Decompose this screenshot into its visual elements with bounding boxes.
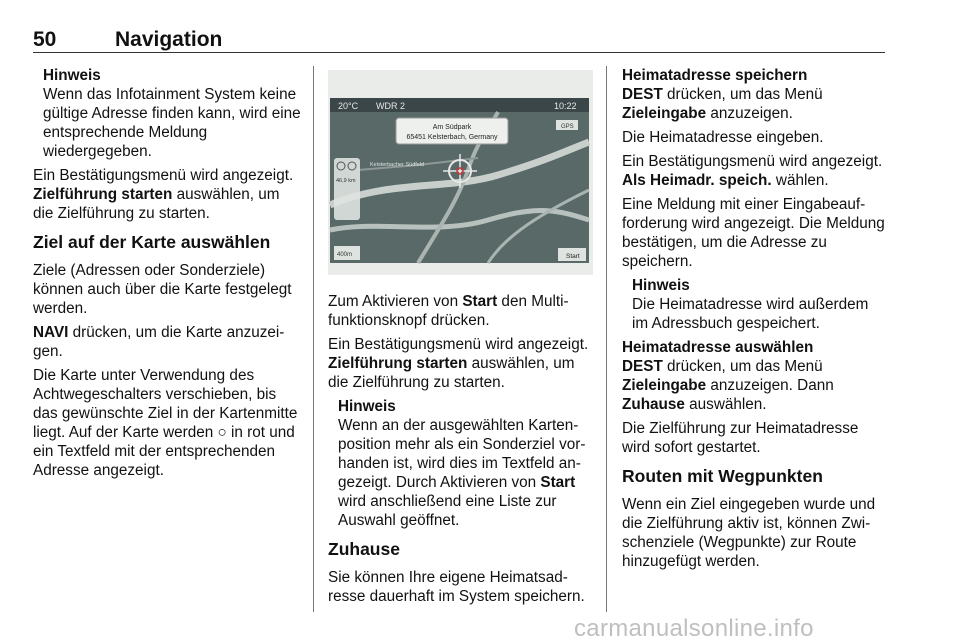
note-box xyxy=(43,66,301,161)
road-label: Kelsterbacher Südfeld xyxy=(370,162,425,168)
map-screenshot xyxy=(328,70,593,275)
note-text: Wenn an der ausgewählten Kartenposition mehr als ein Sonderziel vorhanden ist, wird dies im Textfeld angezeigt. Durch Aktivieren von Start wird anschließend eine Liste zur Auswahl geöffnet. xyxy=(338,417,586,529)
status-bar xyxy=(330,98,589,112)
subheading-save-home: Heimatadresse speichern xyxy=(622,67,808,84)
paragraph: Die Heimatadresse eingeben. xyxy=(622,129,824,146)
paragraph: Die Karte unter Verwendung des Achtwegeschalters verschieben, bis das gewünschte Ziel in der Kartenmitte liegt. Auf der Karte werden ○ in rot und ein Textfeld mit der entsprechenden Adresse angezeigt. xyxy=(33,367,298,479)
section-title: Navigation xyxy=(115,28,223,51)
paragraph: Ziele (Adressen oder Sonderziele) können auch über die Karte festgelegt werden. xyxy=(33,262,292,317)
gps-label: GPS xyxy=(561,124,574,130)
header-rule xyxy=(33,52,885,53)
column-divider xyxy=(606,66,607,612)
paragraph: Die Zielführung zur Heimatadresse wird sofort gestartet. xyxy=(622,420,859,456)
start-button-label: Start xyxy=(566,253,580,260)
paragraph: Sie können Ihre eigene Heimatsadresse dauerhaft im System speichern. xyxy=(328,569,585,605)
note-title: Hinweis xyxy=(338,398,396,415)
column-3 xyxy=(622,66,887,576)
subheading-select-home: Heimatadresse auswählen xyxy=(622,339,814,356)
clock: 10:22 xyxy=(554,101,577,111)
column-2 xyxy=(328,292,593,611)
note-title: Hinweis xyxy=(632,277,690,294)
paragraph: Ein Bestätigungsmenü wird angezeigt. Zielführung starten auswählen, um die Zielführung zu starten. xyxy=(328,336,589,391)
column-divider xyxy=(313,66,314,612)
note-title: Hinweis xyxy=(43,67,101,84)
paragraph: DEST drücken, um das Menü Zieleingabe anzuzeigen. Dann Zuhause auswählen. xyxy=(622,358,834,413)
paragraph: Ein Bestätigungsmenü wird angezeigt. Zielführung starten auswählen, um die Zielführung zu starten. xyxy=(33,167,294,222)
paragraph: NAVI drücken, um die Karte anzuzeigen. xyxy=(33,324,285,360)
heading-waypoints: Routen mit Wegpunkten xyxy=(622,466,823,486)
page-header xyxy=(33,28,885,52)
heading-home: Zuhause xyxy=(328,539,400,559)
paragraph: Ein Bestätigungsmenü wird angezeigt. Als Heimadr. speich. wählen. xyxy=(622,153,883,189)
note-text: Die Heimatadresse wird außerdem im Adressbuch gespeichert. xyxy=(632,296,869,332)
heading-select-on-map: Ziel auf der Karte auswählen xyxy=(33,232,271,252)
paragraph: Wenn ein Ziel eingegeben wurde und die Zielführung aktiv ist, können Zwischenziele (Wegpunkte) zur Route hinzugefügt werden. xyxy=(622,496,876,570)
watermark: carmanualsonline.info xyxy=(574,615,814,642)
note-box xyxy=(632,276,887,333)
paragraph: DEST drücken, um das Menü Zieleingabe anzuzeigen. xyxy=(622,86,823,122)
paragraph: Zum Aktivieren von Start den Multifunktionsknopf drücken. xyxy=(328,293,569,329)
note-box xyxy=(338,397,593,530)
column-1 xyxy=(33,66,301,485)
map-illustration xyxy=(328,70,593,275)
address-line-2: 65451 Kelsterbach, Germany xyxy=(406,134,498,141)
temperature: 20°C xyxy=(338,101,359,111)
address-line-1: Am Südpark xyxy=(432,124,472,131)
note-text: Wenn das Infotainment System keine gültige Adresse finden kann, wird eine entsprechende Meldung wiedergegeben. xyxy=(43,86,301,160)
paragraph: Eine Meldung mit einer Eingabeaufforderung wird angezeigt. Die Meldung bestätigen, um die Adresse zu speichern. xyxy=(622,196,885,270)
distance-readout: 46,9 km xyxy=(336,178,356,184)
scale-label: 400m xyxy=(337,252,353,258)
radio-station: WDR 2 xyxy=(376,101,405,111)
page-number: 50 xyxy=(33,28,57,51)
